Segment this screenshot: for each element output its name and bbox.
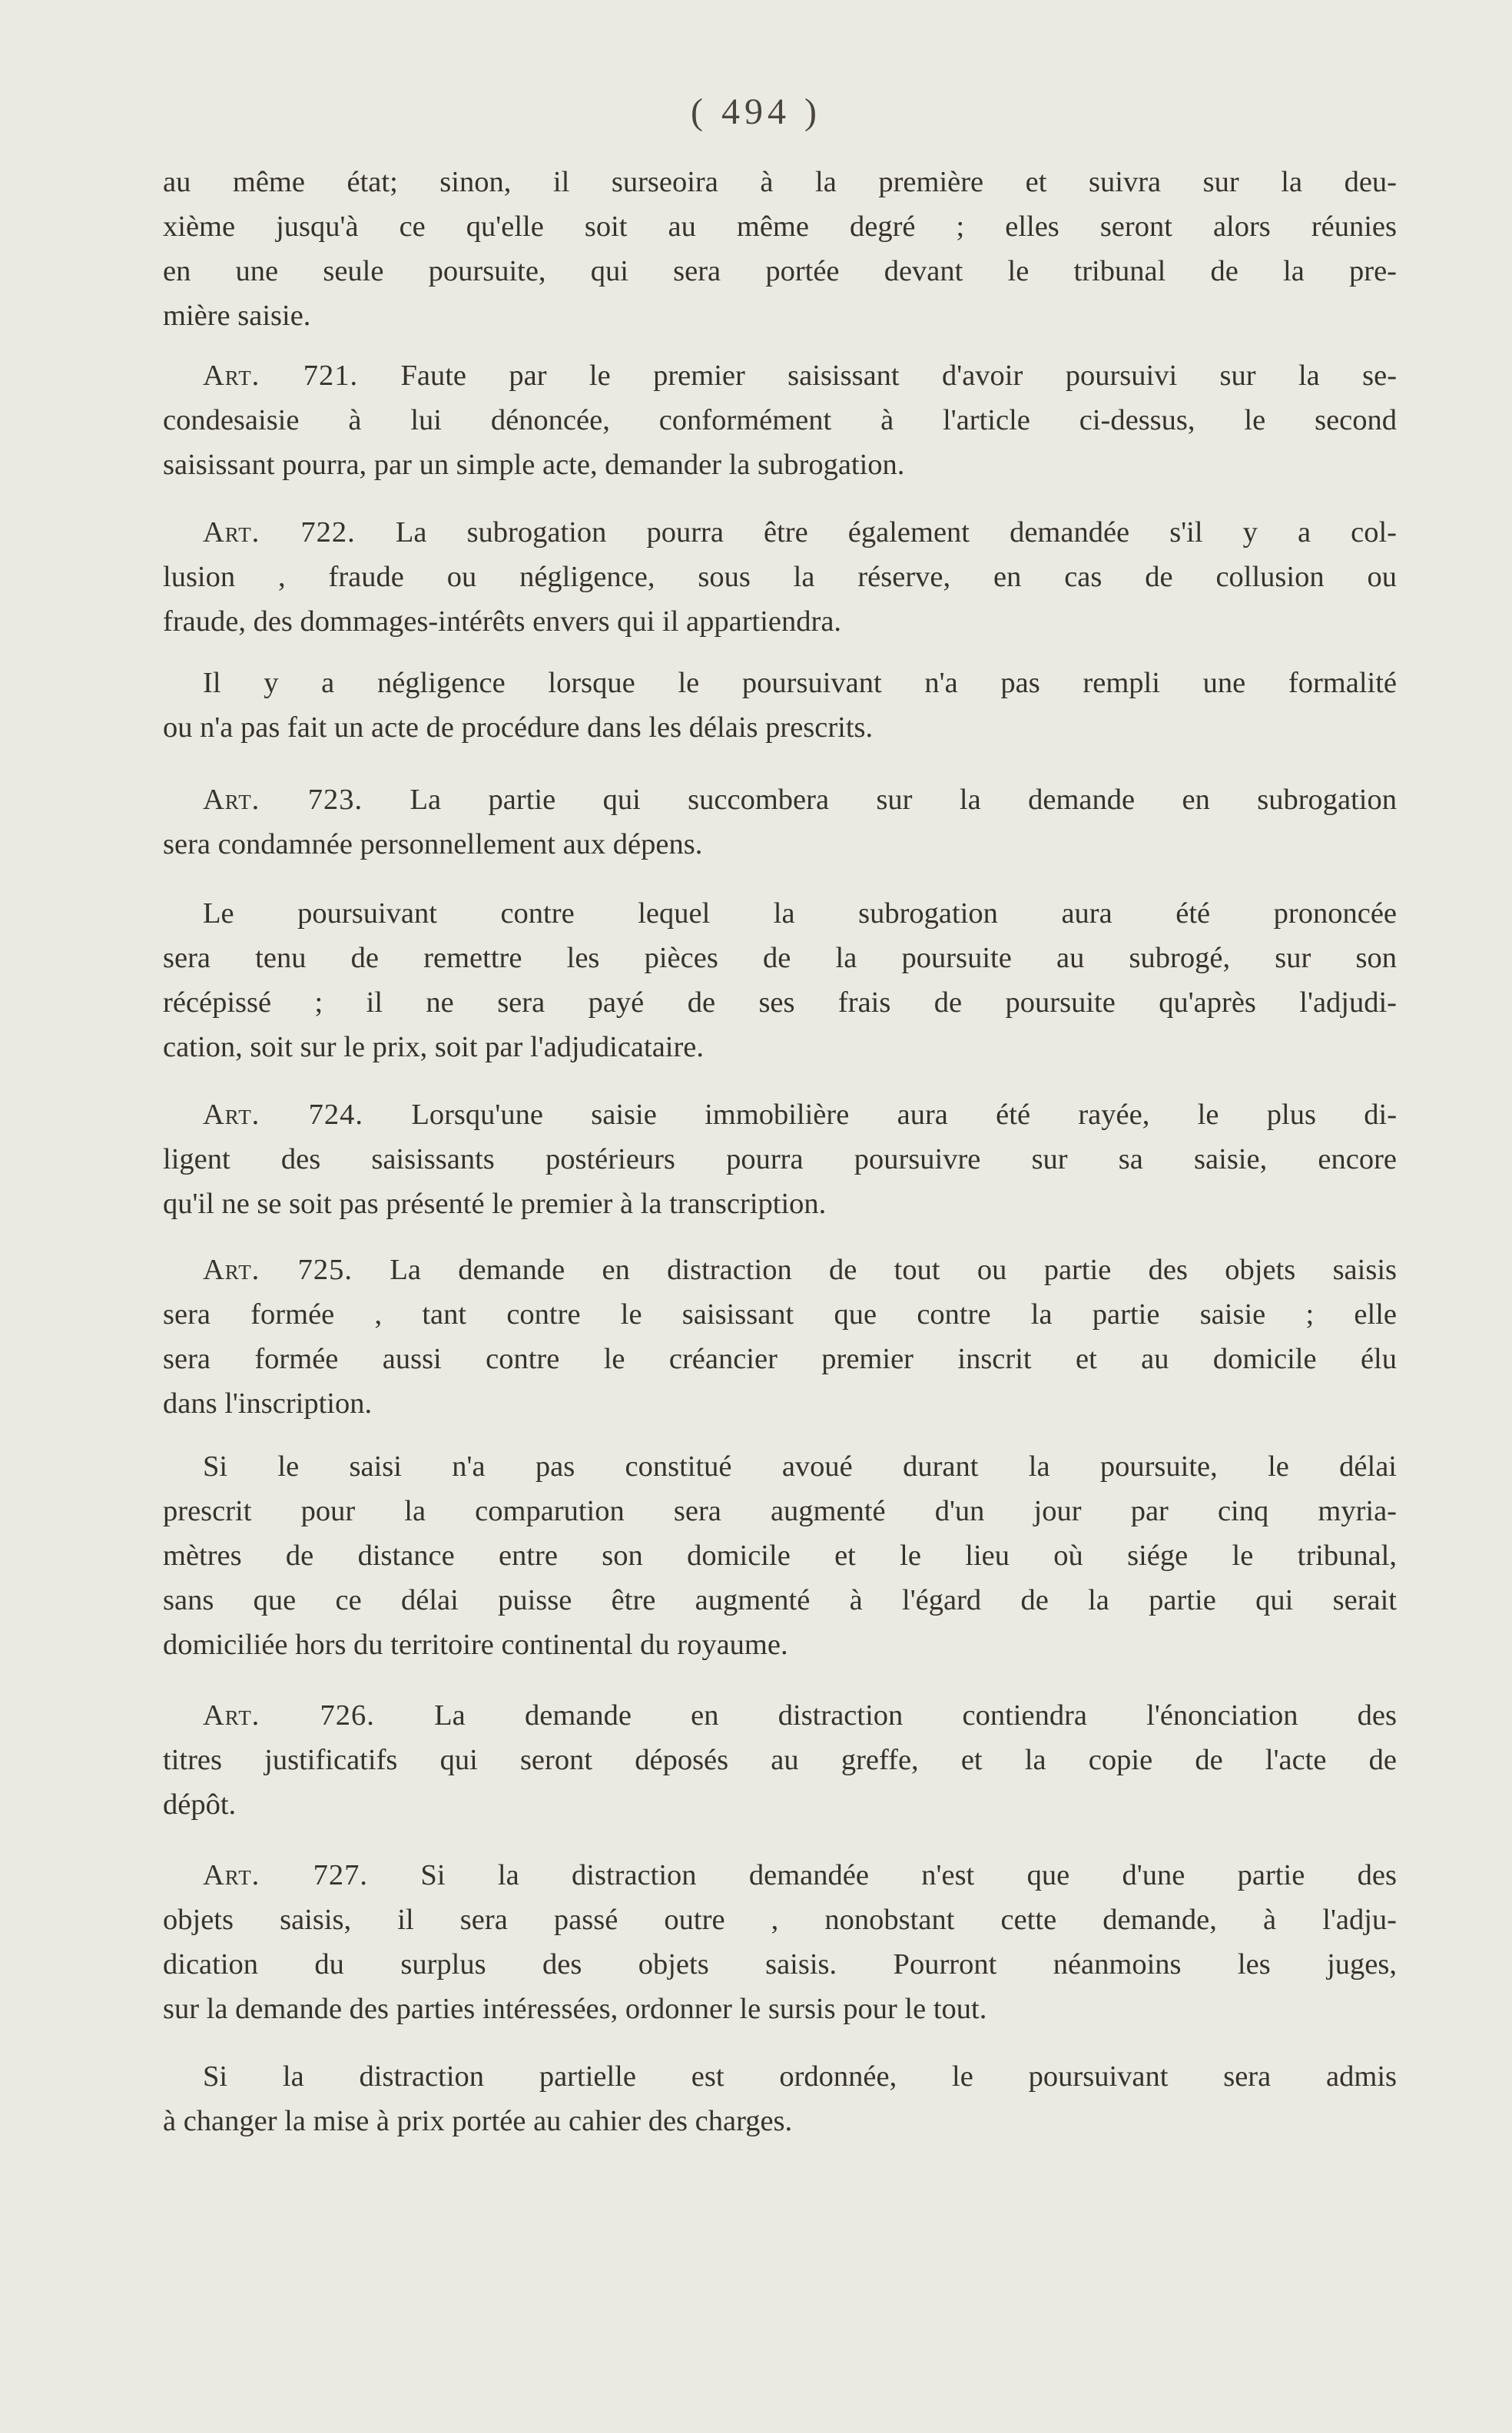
text-line (163, 160, 1397, 204)
article-paragraph (163, 1693, 1397, 1827)
line-text: à changer la mise à prix portée au cahier des charges. (163, 2105, 793, 2137)
text-line (163, 1738, 1397, 1782)
line-text: fraude, des dommages-intérêts envers qui il appartiendra. (163, 605, 842, 638)
text-line (163, 2054, 1397, 2099)
line-text: sera condamnée personnellement aux dépens. (163, 828, 703, 860)
text-line (163, 936, 1397, 980)
text-line (163, 891, 1397, 936)
paragraph (163, 891, 1397, 1069)
line-text: dans l'inscription. (163, 1387, 373, 1420)
text-line (163, 1942, 1397, 1987)
text-line (163, 1533, 1397, 1578)
line-text: sera tenu de remettre les pièces de la poursuite au subrogé, sur son (163, 942, 1397, 974)
article-label: Art. 725. (203, 1254, 353, 1286)
text-line (163, 822, 1397, 867)
page-number: ( 494 ) (691, 91, 821, 132)
text-line (163, 1381, 1397, 1426)
text-line (163, 777, 1397, 822)
line-text: objets saisis, il sera passé outre , nonobstant cette demande, à l'adju- (163, 1904, 1397, 1936)
text-line (163, 443, 1397, 487)
text-line (163, 1025, 1397, 1069)
text-line (163, 661, 1397, 705)
line-text: mière saisie. (163, 300, 311, 332)
text-line (163, 204, 1397, 249)
line-text: La subrogation pourra être également demandée s'il y a col- (395, 516, 1398, 549)
text-line (163, 980, 1397, 1025)
text-line (163, 1292, 1397, 1337)
article-paragraph (163, 777, 1397, 867)
line-text: en une seule poursuite, qui sera portée devant le tribunal de la pre- (163, 255, 1397, 287)
line-text: saisissant pourra, par un simple acte, demander la subrogation. (163, 449, 905, 481)
text-line (163, 1782, 1397, 1827)
line-text: dépôt. (163, 1788, 237, 1821)
text-line (163, 1248, 1397, 1292)
text-line (163, 1444, 1397, 1489)
line-text: ou n'a pas fait un acte de procédure dans les délais prescrits. (163, 711, 874, 744)
line-text: mètres de distance entre son domicile et le lieu où siége le tribunal, (163, 1540, 1397, 1572)
line-text: récépissé ; il ne sera payé de ses frais de poursuite qu'après l'adjudi- (163, 986, 1397, 1019)
line-text: Si le saisi n'a pas constitué avoué durant la poursuite, le délai (203, 1450, 1397, 1483)
text-line (163, 1337, 1397, 1381)
line-text: La partie qui succombera sur la demande en subrogation (410, 784, 1398, 816)
text-line (163, 705, 1397, 750)
line-text: domiciliée hors du territoire continental du royaume. (163, 1629, 788, 1661)
text-line (163, 1578, 1397, 1623)
line-text: sera formée aussi contre le créancier premier inscrit et au domicile élu (163, 1343, 1397, 1375)
text-line (163, 1489, 1397, 1533)
article-label: Art. 727. (203, 1859, 369, 1891)
line-text: condesaisie à lui dénoncée, conformément à l'article ci-dessus, le second (163, 404, 1397, 436)
paragraph (163, 2054, 1397, 2143)
text-line (163, 1182, 1397, 1226)
line-text: Si la distraction partielle est ordonnée, le poursuivant sera admis (203, 2060, 1397, 2093)
line-text: ligent des saisissants postérieurs pourra poursuivre sur sa saisie, encore (163, 1143, 1397, 1175)
article-paragraph (163, 510, 1397, 644)
line-text: dication du surplus des objets saisis. Pourront néanmoins les juges, (163, 1948, 1397, 1981)
text-line (163, 2099, 1397, 2143)
article-paragraph (163, 1853, 1397, 2031)
paragraph (163, 160, 1397, 338)
line-text: xième jusqu'à ce qu'elle soit au même degré ; elles seront alors réunies (163, 210, 1397, 243)
paragraph (163, 1444, 1397, 1667)
article-paragraph (163, 1248, 1397, 1426)
line-text: Il y a négligence lorsque le poursuivant n'a pas rempli une formalité (203, 667, 1397, 699)
text-line (163, 1987, 1397, 2031)
line-text: Faute par le premier saisissant d'avoir poursuivi sur la se- (400, 360, 1398, 392)
line-text: cation, soit sur le prix, soit par l'adjudicataire. (163, 1031, 705, 1063)
text-line (163, 353, 1397, 398)
article-label: Art. 723. (203, 784, 363, 816)
text-line (163, 1137, 1397, 1182)
text-line (163, 293, 1397, 338)
line-text: sera formée , tant contre le saisissant que contre la partie saisie ; elle (163, 1298, 1397, 1331)
line-text: Le poursuivant contre lequel la subrogation aura été prononcée (203, 897, 1397, 930)
article-label: Art. 722. (203, 516, 356, 549)
line-text: qu'il ne se soit pas présenté le premier à la transcription. (163, 1188, 827, 1220)
text-line (163, 1853, 1397, 1898)
line-text: au même état; sinon, il surseoira à la première et suivra sur la deu- (163, 166, 1397, 198)
line-text: prescrit pour la comparution sera augmenté d'un jour par cinq myria- (163, 1495, 1397, 1527)
text-line (163, 1898, 1397, 1942)
text-line (163, 510, 1397, 555)
line-text: sur la demande des parties intéressées, ordonner le sursis pour le tout. (163, 1993, 987, 2025)
article-paragraph (163, 353, 1397, 487)
article-label: Art. 724. (203, 1099, 364, 1131)
text-line (163, 249, 1397, 293)
paragraph (163, 661, 1397, 750)
line-text: lusion , fraude ou négligence, sous la réserve, en cas de collusion ou (163, 561, 1397, 593)
line-text: sans que ce délai puisse être augmenté à l'égard de la partie qui serait (163, 1584, 1397, 1616)
line-text: Lorsqu'une saisie immobilière aura été rayée, le plus di- (411, 1099, 1398, 1131)
text-line (163, 1693, 1397, 1738)
text-line (163, 599, 1397, 644)
text-line (163, 398, 1397, 443)
text-line (163, 555, 1397, 599)
article-label: Art. 726. (203, 1699, 375, 1732)
line-text: La demande en distraction contiendra l'énonciation des (434, 1699, 1397, 1732)
line-text: titres justificatifs qui seront déposés au greffe, et la copie de l'acte de (163, 1744, 1397, 1776)
text-line (163, 1092, 1397, 1137)
line-text: Si la distraction demandée n'est que d'une partie des (420, 1859, 1397, 1891)
line-text: La demande en distraction de tout ou partie des objets saisis (390, 1254, 1397, 1286)
article-paragraph (163, 1092, 1397, 1226)
text-line (163, 1623, 1397, 1667)
article-label: Art. 721. (203, 360, 359, 392)
